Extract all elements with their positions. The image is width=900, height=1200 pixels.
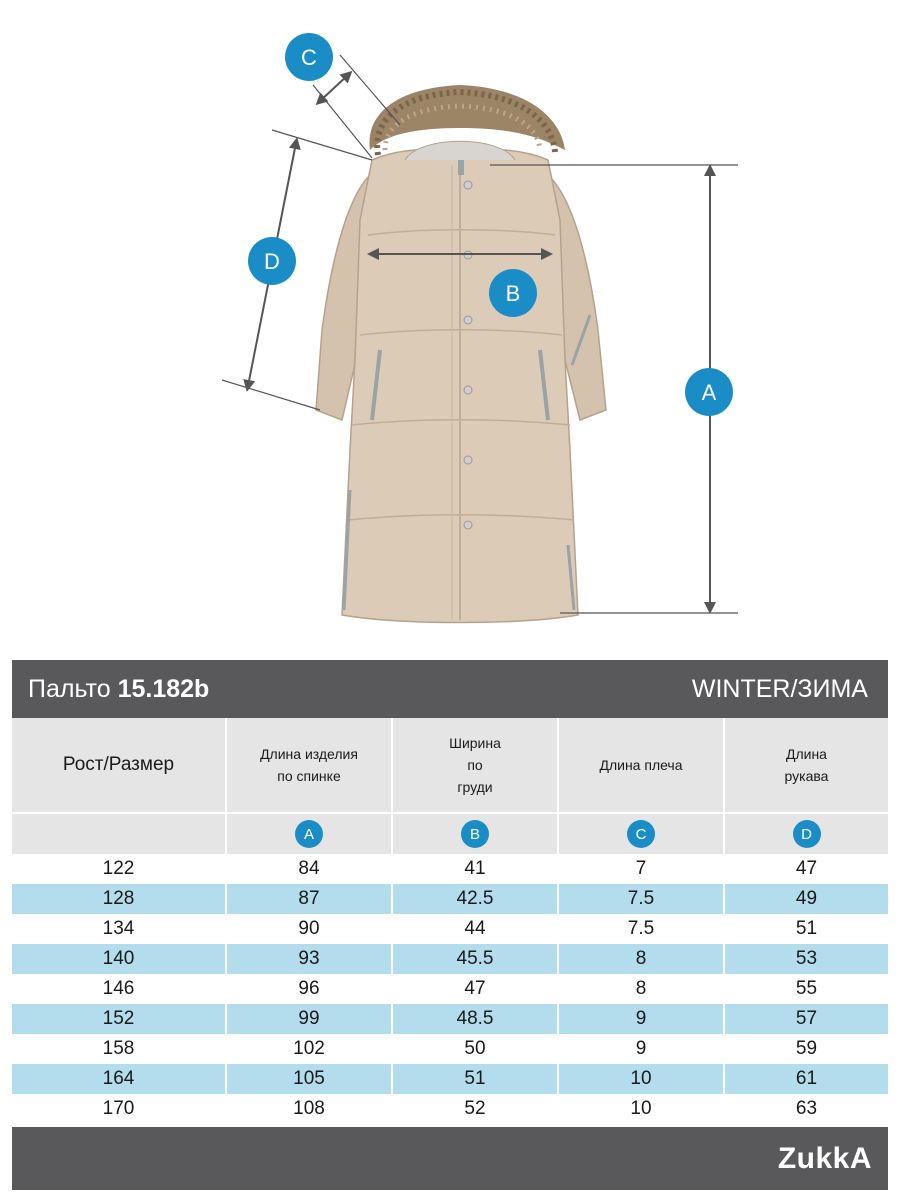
table-row (12, 884, 888, 914)
table-cell: 53 (724, 944, 888, 974)
table-cell: 96 (226, 974, 392, 1004)
marker-cell-a (226, 813, 392, 854)
table-marker-row (12, 813, 888, 854)
table-cell: 51 (795, 918, 818, 939)
marker-d (248, 237, 296, 285)
table-cell: 55 (795, 978, 818, 999)
season-label: WINTER/ЗИМА (691, 674, 868, 703)
badge-d: D (793, 820, 821, 848)
table-row (12, 974, 888, 1004)
fur-hood (369, 85, 565, 160)
table-row (12, 1004, 888, 1034)
table-cell: 99 (226, 1004, 392, 1034)
marker-a (685, 368, 733, 416)
badge-b: B (461, 820, 489, 848)
table-cell: 170 (12, 1094, 226, 1124)
column-header-back-length: Длина изделия по спинке (226, 718, 392, 813)
table-cell: 87 (226, 884, 392, 914)
table-row (12, 854, 888, 884)
table-cell: 90 (226, 914, 392, 944)
marker-cell-c (558, 813, 724, 854)
table-cell: 44 (392, 914, 558, 944)
svg-text:A: A (701, 380, 717, 405)
footer-bar (12, 1127, 888, 1190)
table-cell: 51 (392, 1064, 558, 1094)
table-cell: 9 (558, 1004, 724, 1034)
table-cell: 10 (558, 1094, 724, 1124)
column-header-chest-width: Ширина по груди (392, 718, 558, 813)
table-cell: 59 (795, 1038, 818, 1059)
table-row (12, 1034, 888, 1064)
table-cell: 140 (12, 944, 226, 974)
column-header-sleeve-length: Длина рукава (724, 718, 888, 813)
table-cell: 47 (392, 974, 558, 1004)
marker-c (285, 33, 333, 81)
table-cell: 8 (558, 944, 724, 974)
table-cell: 7.5 (558, 884, 724, 914)
brand-logo: ZukkA (777, 1141, 872, 1175)
table-cell: 61 (724, 1064, 888, 1094)
table-cell: 48.5 (392, 1004, 558, 1034)
table-row (12, 914, 888, 944)
table-cell: 102 (226, 1034, 392, 1064)
marker-cell-b (392, 813, 558, 854)
table-cell: 152 (12, 1004, 226, 1034)
table-cell: 10 (558, 1064, 724, 1094)
table-cell: 108 (226, 1094, 392, 1124)
table-cell: 84 (226, 854, 392, 884)
table-body (12, 854, 888, 1124)
table-cell: 93 (226, 944, 392, 974)
table-cell: 7 (558, 854, 724, 884)
table-cell: 47 (795, 858, 818, 879)
product-type: Пальто (28, 674, 111, 703)
svg-text:D: D (264, 249, 280, 274)
table-cell: 41 (392, 854, 558, 884)
column-header-size: Рост/Размер (12, 718, 226, 813)
table-cell: 146 (12, 974, 226, 1004)
badge-a: A (295, 820, 323, 848)
table-cell: 49 (724, 884, 888, 914)
table-cell: 8 (558, 974, 724, 1004)
table-cell: 7.5 (558, 914, 724, 944)
table-row (12, 1094, 888, 1124)
product-model: 15.182b (117, 674, 210, 703)
table-header-row (12, 718, 888, 813)
svg-text:B: B (505, 281, 521, 306)
title-bar (12, 660, 888, 718)
table-cell: 128 (12, 884, 226, 914)
coat-body (316, 145, 606, 623)
size-table (12, 718, 888, 1124)
table-cell: 105 (226, 1064, 392, 1094)
table-cell: 57 (724, 1004, 888, 1034)
table-cell: 42.5 (392, 884, 558, 914)
table-row (12, 1064, 888, 1094)
table-cell: 134 (12, 914, 226, 944)
product-title (28, 675, 209, 704)
svg-text:C: C (301, 45, 317, 70)
table-cell: 45.5 (392, 944, 558, 974)
marker-cell-empty (12, 813, 226, 854)
badge-c: C (627, 820, 655, 848)
table-cell: 63 (795, 1098, 818, 1119)
column-header-shoulder-length: Длина плеча (558, 718, 724, 813)
table-cell: 164 (12, 1064, 226, 1094)
table-row (12, 944, 888, 974)
table-cell: 122 (12, 854, 226, 884)
marker-cell-d (724, 813, 888, 854)
table-cell: 158 (12, 1034, 226, 1064)
table-cell: 50 (392, 1034, 558, 1064)
table-cell: 52 (392, 1094, 558, 1124)
marker-b (489, 269, 537, 317)
table-cell: 9 (558, 1034, 724, 1064)
